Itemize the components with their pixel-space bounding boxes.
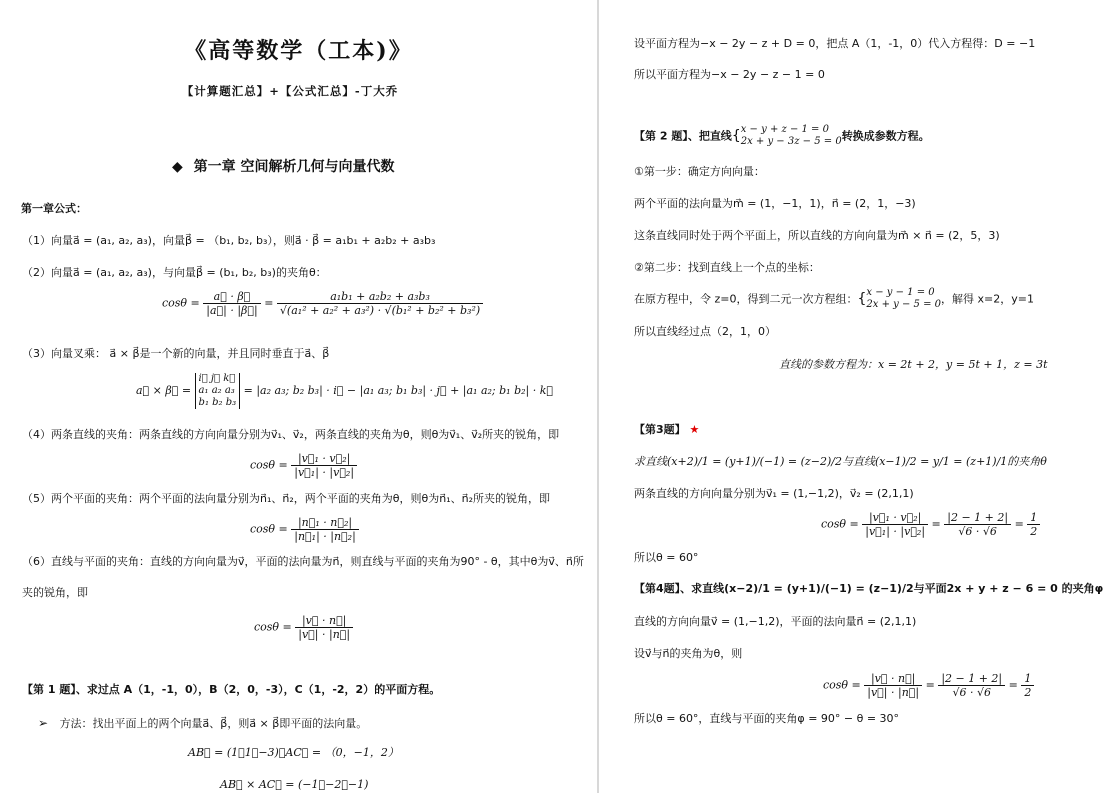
formula-line-plane-angle-cont: 夹的锐角，即 [22,586,88,599]
step-2: ②第二步：找到直线上一个点的坐标： [634,261,820,274]
question-3-statement: 求直线(x+2)/1 = (y+1)/(−1) = (z−2)/2与直线(x−1)/2 = y/1 = (z+1)/1的夹角θ [634,455,1047,468]
question-3-label [634,423,699,437]
formula-line-angle-equation [250,452,357,479]
formula-plane-angle-equation [250,516,359,543]
determinant-row: i⃗ j⃗ k⃗ [198,373,236,384]
question-3-directions: 两条直线的方向向量分别为v⃗₁ = (1,−1,2)，v⃗₂ = (2,1,1) [634,487,914,500]
document-subtitle: 【计算题汇总】+【公式汇总】-丁大乔 [181,84,399,98]
question-1-vectors: AB⃗ = (1，1，−3)，AC⃗ = （0，−1，2） [188,746,399,759]
question-1: 【第 1 题】、求过点 A（1，-1，0），B（2，0，-3），C（1，-2，2）的平面方程。 [22,683,441,696]
fraction [1027,511,1040,538]
numerator: a₁b₁ + a₂b₂ + a₃b₃ [277,290,483,304]
denominator: |v⃗₁| · |v⃗₂| [294,466,355,479]
equation-lhs: cosθ = [250,522,288,536]
chapter-title: 第一章 空间解析几何与向量代数 [193,159,395,175]
denominator: √6 · √6 [952,686,991,699]
denominator: |n⃗₁| · |n⃗₂| [294,530,356,543]
numerator: |v⃗ · n⃗| [864,672,922,686]
step-2-point: 所以直线经过点（2，1，0） [634,325,776,338]
question-3-answer: 所以θ = 60° [634,551,699,564]
question-3-equation: cosθ = $\frac{\text{|v⃗₁ · v⃗₂|}}{\text{|v⃗₁| · |v⃗₂|}}$ = $\frac{|2 - 1 + 2|}{√6 \cdot √6}$ = $\frac{1}{2}$ [821,511,1040,538]
determinant-row: b₁ b₂ b₃ [198,397,237,408]
denominator: |a⃗| · |β⃗| [206,304,258,317]
question-4-answer: 所以θ = 60°，直线与平面的夹角φ = 90° − θ = 30° [634,712,900,725]
equation-lhs: cosθ = [823,678,861,692]
numerator: |2 − 1 + 2| [938,672,1005,686]
fraction [277,290,483,317]
fraction [938,672,1005,699]
formula-plane-angle: （5）两个平面的夹角：两个平面的法向量分别为n⃗₁、n⃗₂，两个平面的夹角为θ，则θ为n⃗₁、n⃗₂所夹的锐角，即 [22,492,550,505]
denominator: 2 [1024,686,1032,699]
step-1-normals: 两个平面的法向量为m⃗ = (1，−1，1)，n⃗ = (2，1，−3) [634,197,916,210]
question-4-directions: 直线的方向向量v⃗ = (1,−1,2)，平面的法向量n⃗ = (2,1,1) [634,615,917,628]
denominator: √6 · √6 [958,525,997,538]
numerator: |v⃗ · n⃗| [295,614,353,628]
fraction [1021,672,1034,699]
denominator: |v⃗| · |n⃗| [867,686,920,699]
fraction [864,672,922,699]
equation-lhs: cosθ = [821,517,859,531]
equation-lhs: cosθ = [250,458,288,472]
determinant [195,373,241,409]
question-2-answer: 直线的参数方程为：x = 2t + 2，y = 5t + 1，z = 3t [779,358,1048,371]
formula-dot-product: （1）向量a⃗ = (a₁, a₂, a₃)，向量β⃗ = （b₁, b₂, b₃），则a⃗ · β⃗ = a₁b₁ + a₂b₂ + a₃b₃ [22,234,436,247]
question-label: 【第 2 题】、把直线 [634,129,732,143]
formula-angle-intro: （2）向量a⃗ = (a₁, a₂, a₃)，与向量β⃗ = (b₁, b₂, b₃)的夹角θ： [22,266,327,279]
plane-setup: 设平面方程为−x − 2y − z + D = 0，把点 A（1，-1，0）代入方程得：D = −1 [634,37,1036,50]
formula-line-plane-angle: （6）直线与平面的夹角：直线的方向向量为v⃗，平面的法向量为n⃗，则直线与平面的夹角为90° - θ，其中θ为v⃗、n⃗所 [22,555,584,568]
formula-cross-equation [136,373,553,409]
equation-lhs: cosθ = [254,620,292,634]
step-2-system: 在原方程中，令 z=0，得到二元一次方程组：{ x − y − 1 = 0 2x + y − 5 = 0 ，解得 x=2，y=1 [634,287,1034,310]
plane-result: 所以平面方程为−x − 2y − z − 1 = 0 [634,68,825,81]
fraction [862,511,928,538]
formula-angle-equation: cosθ = $\frac{a⃗ \cdot \beta⃗}{|a⃗| \cdot |\beta⃗|}$ = $\frac{\text{a₁b₁ + a₂b₂ + a₃b₃}}{\text{√(a₁² + a₂² + a₃²) · √(b₁² + b₂² + b₃²)}}$ [162,290,483,317]
fraction [203,290,260,317]
denominator: |v⃗| · |n⃗| [298,628,351,641]
equation-lhs: a⃗ × β⃗ = [136,384,192,397]
numerator: |v⃗₁ · v⃗₂| [862,511,928,525]
star-icon: ★ [689,423,700,436]
question-4-equation: cosθ = $\frac{|v⃗ \cdot n⃗|}{|v⃗| \cdot |n⃗|}$ = $\frac{|2 - 1 + 2|}{√6 \cdot √6}$ = $\frac{1}{2}$ [823,672,1034,699]
question-suffix: 转换成参数方程。 [841,129,930,143]
denominator: √(a₁² + a₂² + a₃²) · √(b₁² + b₂² + b₃²) [279,304,481,317]
determinant-row: a₁ a₂ a₃ [198,385,235,396]
question-4-statement: 【第4题】、求直线(x−2)/1 = (y+1)/(−1) = (z−1)/2与平面2x + y + z − 6 = 0 的夹角φ [634,582,1104,595]
chapter-heading [172,158,395,176]
numerator: |v⃗₁ · v⃗₂| [291,452,357,466]
document-title: 《高等数学（工本)》 [184,38,413,64]
system-equation: x − y + z − 1 = 0 [740,124,829,135]
question-2: 【第 2 题】、把直线{ x − y + z − 1 = 0 2x + y − 3z − 5 = 0 转换成参数方程。 [634,124,930,147]
numerator: |n⃗₁ · n⃗₂| [291,516,359,530]
fraction [291,452,357,479]
formula-line-angle: （4）两条直线的夹角：两条直线的方向向量分别为v⃗₁、v⃗₂，两条直线的夹角为θ，则θ为v⃗₁、v⃗₂所夹的锐角，即 [22,428,560,441]
question-label: 【第3题】 [634,423,686,436]
fraction [295,614,353,641]
numerator: |2 − 1 + 2| [944,511,1011,525]
method-text: 方法：找出平面上的两个向量a⃗、β⃗，则a⃗ × β⃗即平面的法向量。 [59,717,368,730]
equation-lhs: cosθ = [162,296,200,310]
system-equation: 2x + y − 3z − 5 = 0 [740,136,842,147]
formula-line-plane-equation [254,614,353,641]
denominator: |v⃗₁| · |v⃗₂| [865,525,926,538]
formula-cross-intro: （3）向量叉乘： a⃗ × β⃗是一个新的向量，并且同时垂直于a⃗、β⃗ [22,347,330,360]
fraction [291,516,359,543]
question-1-method [38,716,367,731]
equation-rhs: = |a₂ a₃; b₂ b₃| · i⃗ − |a₁ a₃; b₁ b₃| · j⃗ + |a₁ a₂; b₁ b₂| · k⃗ [243,384,553,397]
arrow-bullet-icon: ➢ [38,716,49,730]
step-1: ①第一步：确定方向向量： [634,165,765,178]
numerator: 1 [1027,511,1040,525]
right-page [599,0,1110,793]
system-equation: x − y − 1 = 0 [866,287,935,298]
numerator: 1 [1021,672,1034,686]
question-1-cross: AB⃗ × AC⃗ = (−1，−2，−1) [220,778,369,791]
question-4-setup: 设v⃗与n⃗的夹角为θ，则 [634,647,743,660]
formulas-heading: 第一章公式： [21,202,87,215]
diamond-bullet-icon: ◆ [172,159,183,175]
system-equation: 2x + y − 5 = 0 [866,299,942,310]
system-solution: ，解得 x=2，y=1 [941,292,1034,306]
numerator: a⃗ · β⃗ [203,290,260,304]
denominator: 2 [1030,525,1038,538]
fraction [944,511,1011,538]
system-intro: 在原方程中，令 z=0，得到二元一次方程组： [634,292,858,306]
step-1-direction: 这条直线同时处于两个平面上，所以直线的方向向量为m⃗ × n⃗ = (2，5，3) [634,229,1000,242]
